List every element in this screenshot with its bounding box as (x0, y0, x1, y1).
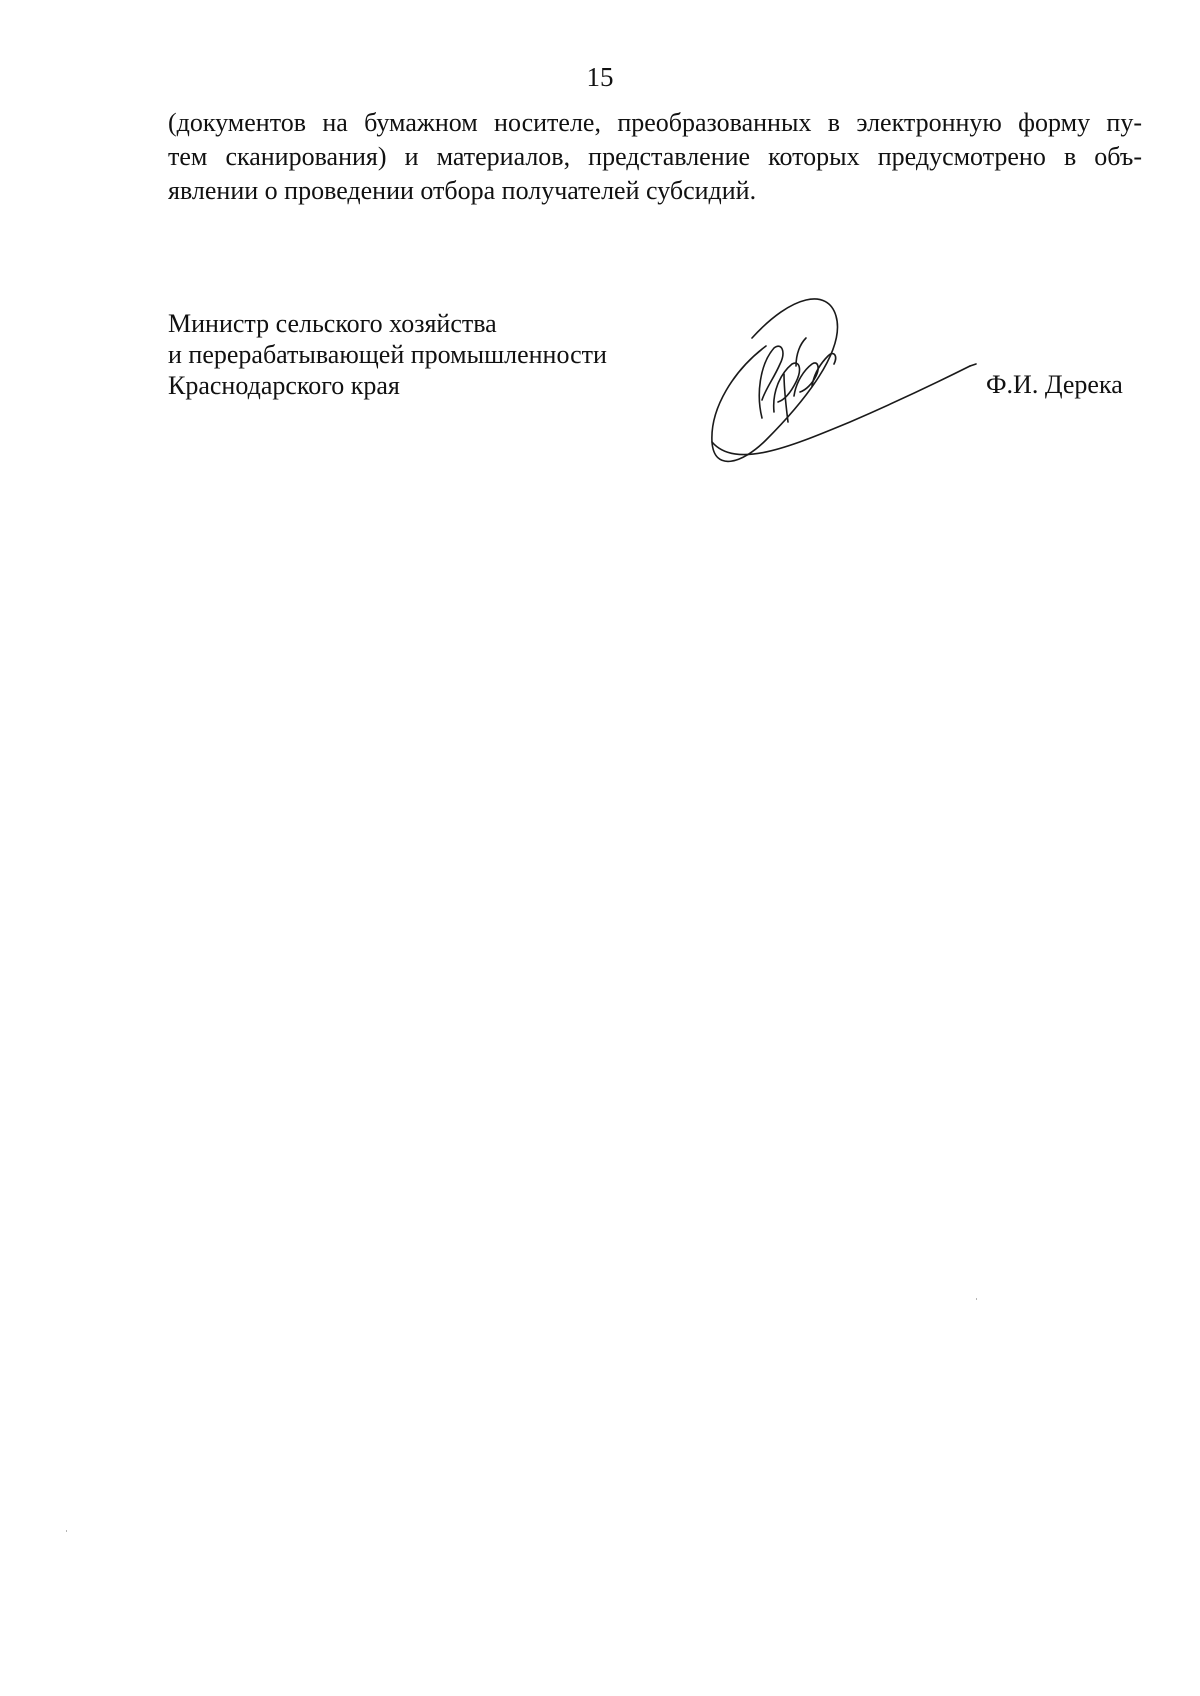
position-line: и перерабатывающей промышленности (168, 340, 607, 369)
position-line: Краснодарского края (168, 371, 400, 400)
signer-position (168, 308, 607, 401)
position-line: Министр сельского хозяйства (168, 309, 497, 338)
body-paragraph (168, 106, 1142, 208)
paragraph-line: (документов на бумажном носителе, преобразованных в электронную форму пу- (168, 108, 1142, 137)
page-number: 15 (586, 62, 614, 92)
signer-name: Ф.И. Дерека (986, 370, 1123, 399)
scan-speck (66, 1530, 67, 1532)
handwritten-signature (700, 290, 1000, 475)
paragraph-line: тем сканирования) и материалов, представление которых предусмотрено в объ- (168, 142, 1142, 171)
scan-speck (976, 1298, 977, 1300)
paragraph-line: явлении о проведении отбора получателей субсидий. (168, 176, 757, 205)
